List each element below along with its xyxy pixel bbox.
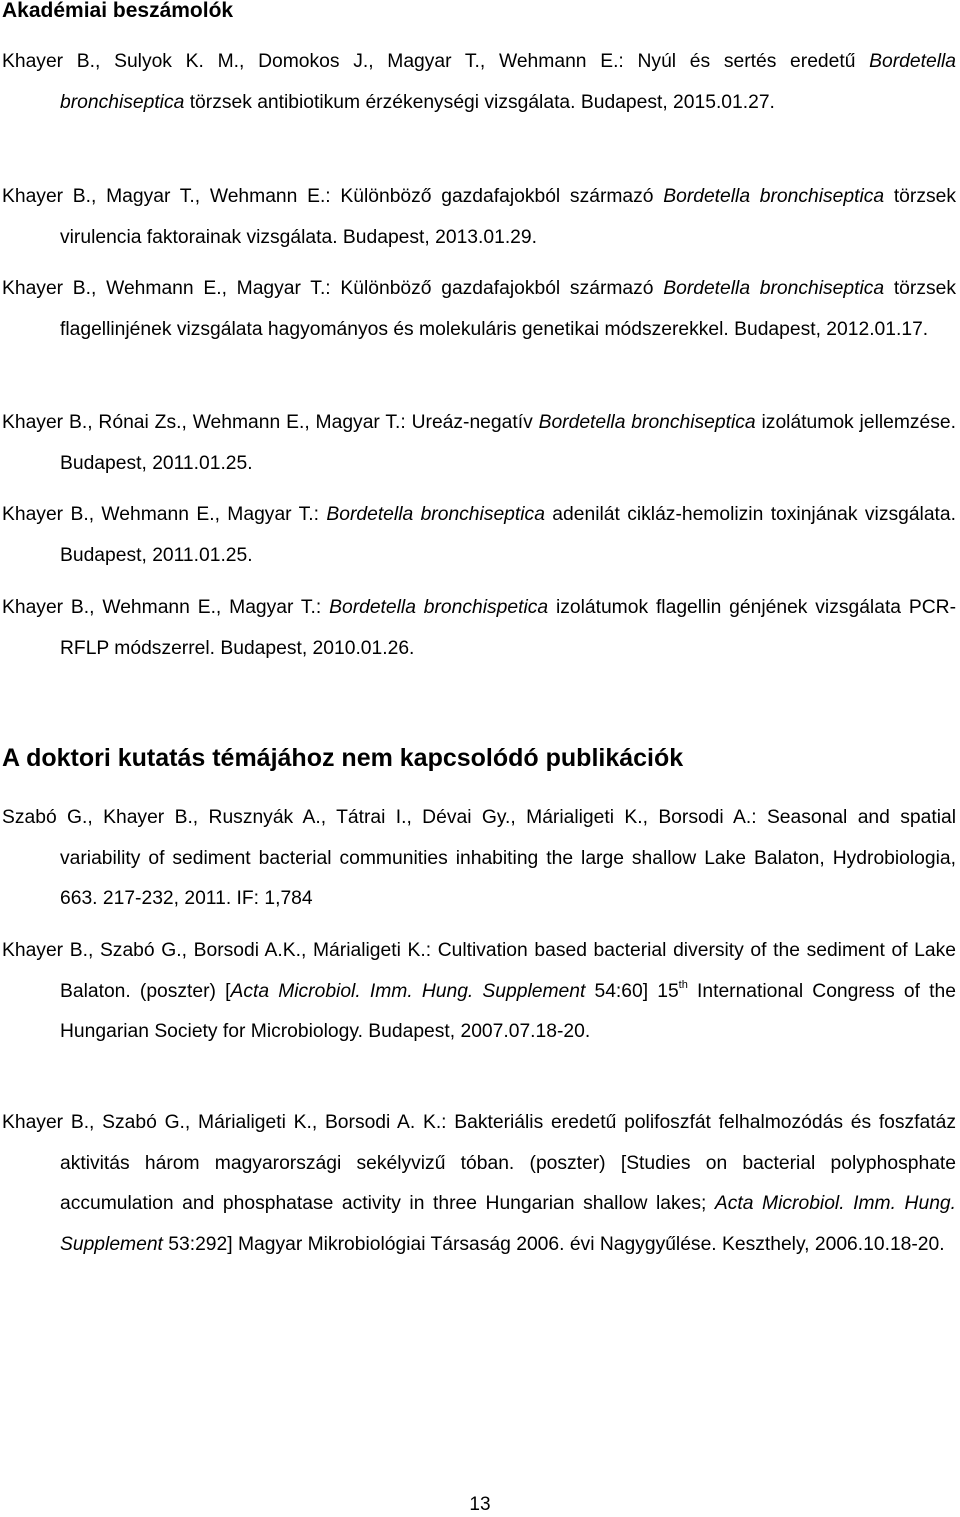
superscript-text: th (678, 978, 688, 991)
italic-text: Bordetella bronchiseptica (663, 278, 885, 299)
section-title-academic-reports: Akadémiai beszámolók (2, 0, 234, 22)
entry-text: izolátumok flagellin génjének vizsgálata PCR-RFLP módszerrel. Budapest, 2010.01.26. (60, 597, 956, 659)
publication-entry (2, 1103, 956, 1265)
entry-text: 54:60] 15 (585, 980, 679, 1002)
entry-text: Khayer B., Sulyok K. M., Domokos J., Magyar T., Wehmann E.: Nyúl és sertés eredetű (2, 51, 870, 72)
entry-text: International Congress of the Hungarian Society for Microbiology. Budapest, 2007.07.18-20. (60, 980, 956, 1042)
italic-text: Bordetella bronchiseptica (326, 504, 545, 525)
italic-text: Bordetella bronchiseptica (663, 186, 885, 207)
italic-text: Acta Microbiol. Imm. Hung. Supplement (60, 1193, 956, 1255)
publication-entry (2, 931, 956, 1053)
italic-text: Bordetella bronchiseptica (538, 412, 756, 433)
entry-text: 53:292] Magyar Mikrobiológiai Társaság 2006. évi Nagygyűlése. Keszthely, 2006.10.18-20. (162, 1233, 945, 1255)
entry-text: törzsek virulencia faktorainak vizsgálata. Budapest, 2013.01.29. (60, 186, 956, 248)
entry-text: törzsek flagellinjének vizsgálata hagyományos és molekuláris genetikai módszerekkel. Budapest, 2012.01.17. (60, 278, 956, 340)
entry-text: törzsek antibiotikum érzékenységi vizsgálata. Budapest, 2015.01.27. (184, 91, 775, 113)
italic-text: Acta Microbiol. Imm. Hung. Supplement (230, 980, 586, 1002)
entry-text: adenilát cikláz-hemolizin toxinjának vizsgálata. Budapest, 2011.01.25. (60, 504, 956, 566)
publication-entry (2, 42, 956, 123)
section-title-unrelated-publications: A doktori kutatás témájához nem kapcsolódó publikációk (2, 744, 684, 772)
entry-text: Szabó G., Khayer B., Rusznyák A., Tátrai I., Dévai Gy., Márialigeti K., Borsodi A.: Seasonal and spatial variability of sediment bacterial communities inhabiting the large shallow Lake Balaton, Hydrobiologia, 663. 217-232, 2011. IF: 1,784 (2, 807, 956, 909)
entry-text: izolátumok jellemzése. Budapest, 2011.01.25. (60, 412, 957, 474)
entry-text: Khayer B., Wehmann E., Magyar T.: (2, 597, 330, 618)
page-number: 13 (469, 1494, 491, 1515)
italic-text: Bordetella bronchispetica (329, 597, 549, 618)
publication-entry (2, 798, 956, 920)
entry-text: Khayer B., Rónai Zs., Wehmann E., Magyar T.: Ureáz-negatív (2, 412, 539, 433)
publication-entry (2, 495, 956, 576)
entry-text: Khayer B., Szabó G., Borsodi A.K., Márialigeti K.: Cultivation based bacterial diversity of the sediment of Lake Balaton. (poszter) [ (2, 940, 956, 1002)
entry-text: Khayer B., Wehmann E., Magyar T.: (2, 504, 327, 525)
publication-entry (2, 403, 956, 484)
publication-entry (2, 269, 956, 350)
entry-text: Khayer B., Magyar T., Wehmann E.: Különböző gazdafajokból származó (2, 186, 664, 207)
entry-text: Khayer B., Szabó G., Márialigeti K., Borsodi A. K.: Bakteriális eredetű polifoszfát felhalmozódás és foszfatáz aktivitás három magyarországi sekélyvizű tóban. (poszter) [Studies on bacterial polyphosphate accumulation and phosphatase activity in three Hungarian shallow lakes; (2, 1112, 956, 1214)
publication-entry (2, 588, 956, 669)
italic-text: Bordetella bronchiseptica (60, 51, 956, 113)
entry-text: Khayer B., Wehmann E., Magyar T.: Különböző gazdafajokból származó (2, 278, 664, 299)
publication-entry (2, 177, 956, 258)
